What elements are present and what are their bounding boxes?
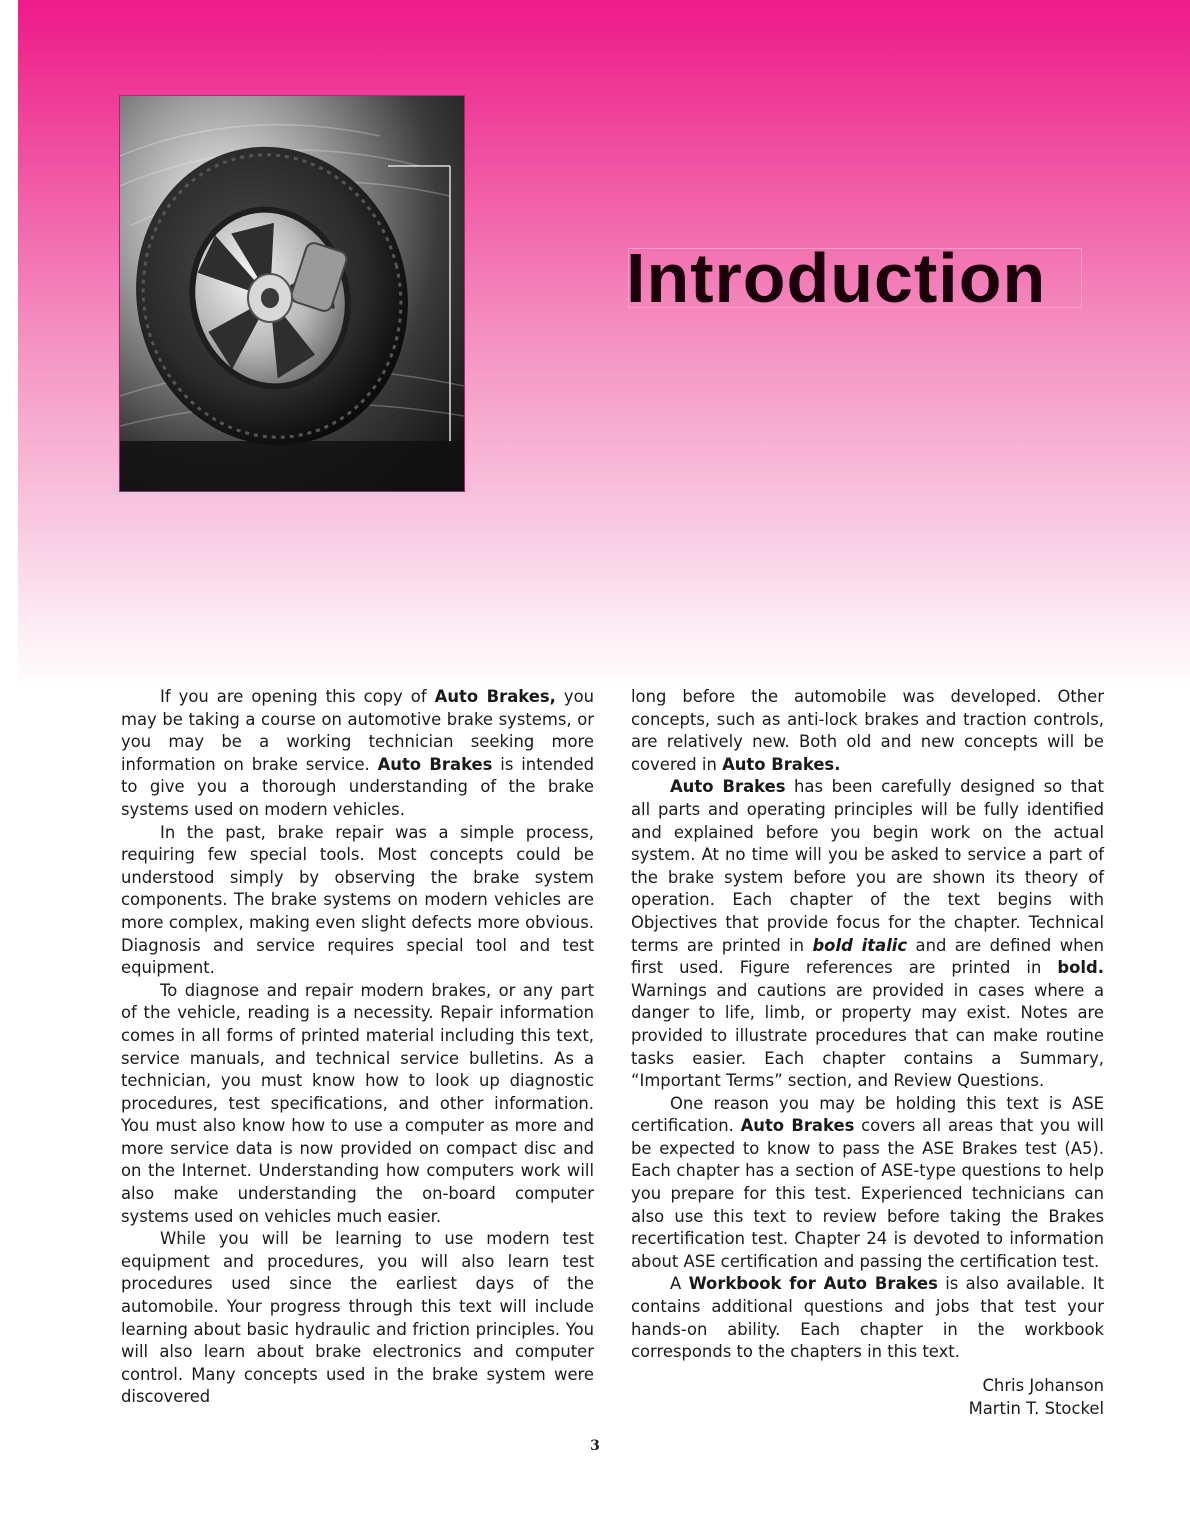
book-title-bold: Auto Brakes [740,1116,855,1136]
book-title-bold: Auto Brakes [670,777,786,797]
text-run: has been carefully designed so that all parts and operating principles will be fully identified and explained before you begin work on the actual system. At no time will you be asked to service a part of the brake system before you are shown its theory of operation. Each chapter of the text begins with Objectives that provide focus for the chapter. Technical terms are printed in [631,777,1104,955]
workbook-title-bold: Workbook for Auto Brakes [688,1274,938,1294]
right-paragraph-1 [631,686,1104,776]
text-run: A [670,1274,689,1294]
bold-term: bold. [1057,958,1104,978]
tire-photo-illustration [120,96,464,491]
text-run: If you are opening this copy of [160,687,435,706]
text-run: covers all areas that you will be expected to know to pass the ASE Brakes test (A5). Each chapter has a section of ASE-type questions to help you prepare for this test. Experienced technicians can also use this text to review before taking the Brakes recertification test. Chapter 24 is devoted to information about ASE certification and passing the certification test. [631,1116,1104,1271]
right-paragraph-3 [631,1093,1104,1274]
author-name-1: Chris Johanson [982,1375,1104,1395]
left-paragraph-2: In the past, brake repair was a simple process, requiring few special tools. Most concepts could be understood simply by observing the brake system components. The brake systems on modern vehicles are more complex, making even slight defects more obvious. Diagnosis and service requires special tool and test equipment. [121,822,594,978]
text-run: is also available. It contains additional questions and jobs that test your hands-on ability. Each chapter in the workbook corresponds to the chapters in this text. [631,1274,1104,1362]
right-column [631,686,1104,1420]
right-paragraph-4 [631,1273,1104,1363]
book-title-bold: Auto Brakes. [722,754,841,774]
left-paragraph-4: While you will be learning to use modern test equipment and procedures, you will also learn test procedures used since the earliest days of the automobile. Your progress through this text will include learning about basic hydraulic and friction principles. You will also learn about brake electronics and computer control. Many concepts used in the brake system were discovered [121,1229,594,1407]
left-column [121,686,594,1409]
left-paragraph-3: To diagnose and repair modern brakes, or any part of the vehicle, reading is a necessity. Repair information comes in all forms of printed material including this text, service manuals, and technical service bulletins. As a technician, you must know how to look up diagnostic procedures, test specifications, and other information. You must also know how to use a computer as more and more service data is now provided on compact disc and on the Internet. Understanding how computers work will also make understanding the on-board computer systems used on vehicles much easier. [121,980,594,1226]
book-title-bold: Auto Brakes [377,754,493,774]
text-run: and are defined when first used. Figure references are printed in [631,935,1104,978]
book-title-bold: Auto Brakes, [434,687,556,706]
page-number: 3 [590,1438,600,1454]
left-paragraph-1 [121,686,594,822]
page-title: Introduction [626,239,1047,317]
text-run: One reason you may be holding this text is ASE certification. [631,1093,1104,1136]
author-signature [631,1374,1104,1420]
tire-brake-photo [119,95,465,492]
text-run: long before the automobile was developed. Other concepts, such as anti-lock brakes and traction controls, are relatively new. Both old and new concepts will be covered in [631,687,1104,774]
text-run: is intended to give you a thorough understanding of the brake systems used on modern vehicles. [121,754,594,819]
bold-italic-term: bold italic [812,935,908,955]
text-run: you may be taking a course on automotive brake systems, or you may be a working technician seeking more information on brake service. [121,687,594,774]
author-name-2: Martin T. Stockel [968,1398,1104,1418]
right-paragraph-2 [631,776,1104,1092]
text-run: Warnings and cautions are provided in cases where a danger to life, limb, or property may exist. Notes are provided to illustrate procedures that can make routine tasks easier. Each chapter contains a Summary, “Important Terms” section, and Review Questions. [631,980,1104,1091]
